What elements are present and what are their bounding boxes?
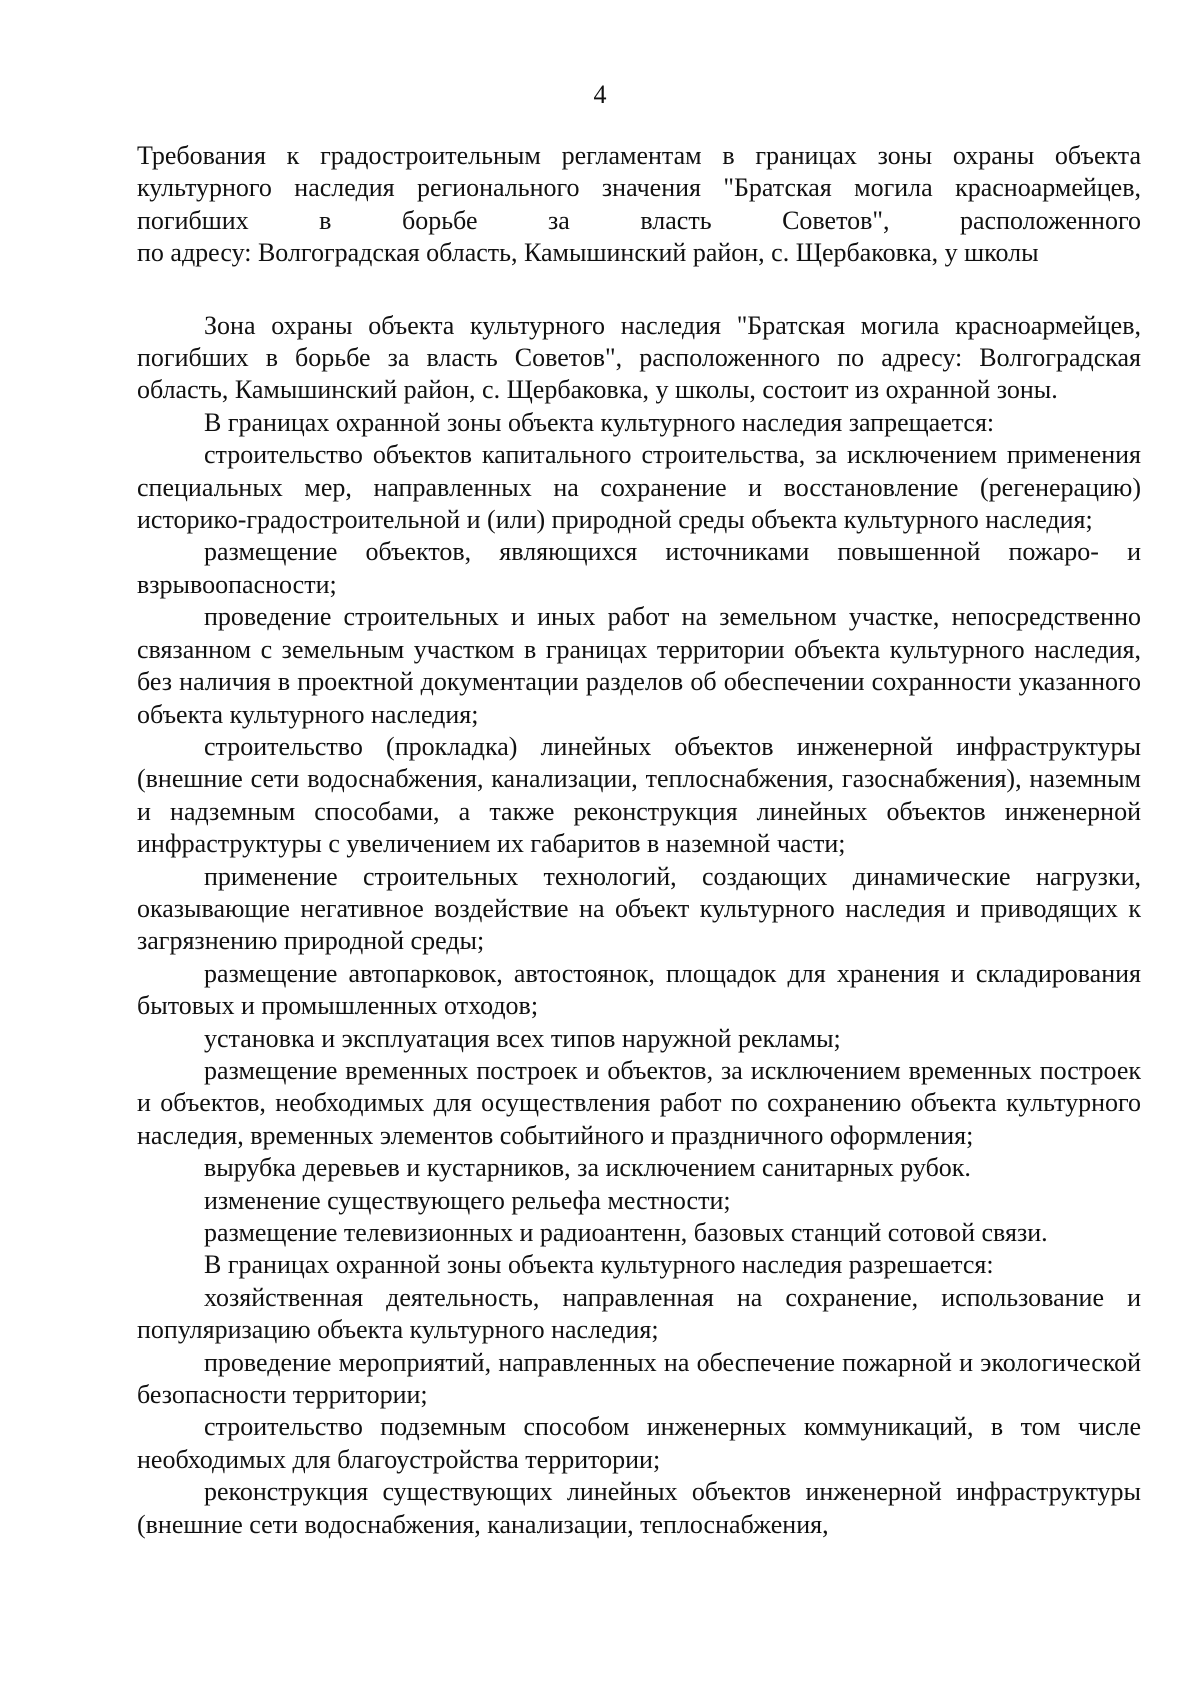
list-item: размещение объектов, являющихся источниками повышенной пожаро- и взрывоопасности; (137, 537, 1141, 599)
list-item: размещение автопарковок, автостоянок, площадок для хранения и складирования бытовых и промышленных отходов; (137, 958, 1141, 1021)
document-body (137, 140, 1141, 1541)
heading-line: по адресу: Волгоградская область, Камышинский район, с. Щербаковка, у школы (137, 238, 1039, 268)
list-item: изменение существующего рельефа местности; (204, 1185, 731, 1215)
list-item: реконструкция существующих линейных объектов инженерной инфраструктуры (внешние сети водоснабжения, канализации, теплоснабжения, (137, 1477, 1141, 1539)
list-item: размещение временных построек и объектов, за исключением временных построек и объектов, необходимых для осуществления работ по сохранению объекта культурного наследия, временных элементов событийного и праздничного оформления; (137, 1055, 1141, 1150)
list-item: хозяйственная деятельность, направленная на сохранение, использование и популяризацию объекта культурного наследия; (137, 1282, 1141, 1345)
prohibited-intro-paragraph: В границах охранной зоны объекта культурного наследия запрещается: (204, 407, 995, 437)
zone-description-paragraph: Зона охраны объекта культурного наследия "Братская могила красноармейцев, погибших в борьбе за власть Советов", расположенного по адресу: Волгоградская область, Камышинский район, с. Щербаковка, у школы, состоит из охранной зоны. (137, 310, 1141, 405)
spacer (137, 270, 1141, 310)
list-item: строительство (прокладка) линейных объектов инженерной инфраструктуры (внешние сети водоснабжения, канализации, теплоснабжения, газоснабжения), наземным и надземным способами, а также реконструкция линейных объектов инженерной инфраструктуры с увеличением их габаритов в наземной части; (137, 731, 1141, 859)
list-item: применение строительных технологий, создающих динамические нагрузки, оказывающие негативное воздействие на объект культурного наследия и приводящих к загрязнению природной среды; (137, 861, 1141, 956)
list-item: размещение телевизионных и радиоантенн, базовых станций сотовой связи. (204, 1218, 1048, 1247)
list-item: строительство подземным способом инженерных коммуникаций, в том числе необходимых для благоустройства территории; (137, 1412, 1141, 1474)
list-item: установка и эксплуатация всех типов наружной рекламы; (204, 1023, 841, 1053)
section-heading (137, 140, 1141, 270)
heading-line: культурного наследия регионального значения "Братская могила красноармейцев, (137, 173, 1141, 203)
page-number: 4 (593, 80, 607, 109)
heading-line: Требования к градостроительным регламентам в границах зоны охраны объекта (137, 141, 1141, 170)
heading-line: погибших в борьбе за власть Советов", расположенного (137, 205, 1141, 235)
list-item: проведение строительных и иных работ на земельном участке, непосредственно связанном с земельным участком в границах территории объекта культурного наследия, без наличия в проектной документации разделов об обеспечении сохранности указанного объекта культурного наследия; (137, 602, 1141, 729)
list-item: вырубка деревьев и кустарников, за исключением санитарных рубок. (204, 1153, 971, 1183)
list-item: строительство объектов капитального строительства, за исключением применения специальных мер, направленных на сохранение и восстановление (регенерацию) историко-градостроительной и (или) природной среды объекта культурного наследия; (137, 440, 1141, 535)
list-item: проведение мероприятий, направленных на обеспечение пожарной и экологической безопасности территории; (137, 1347, 1141, 1410)
permitted-intro-paragraph: В границах охранной зоны объекта культурного наследия разрешается: (204, 1250, 994, 1280)
